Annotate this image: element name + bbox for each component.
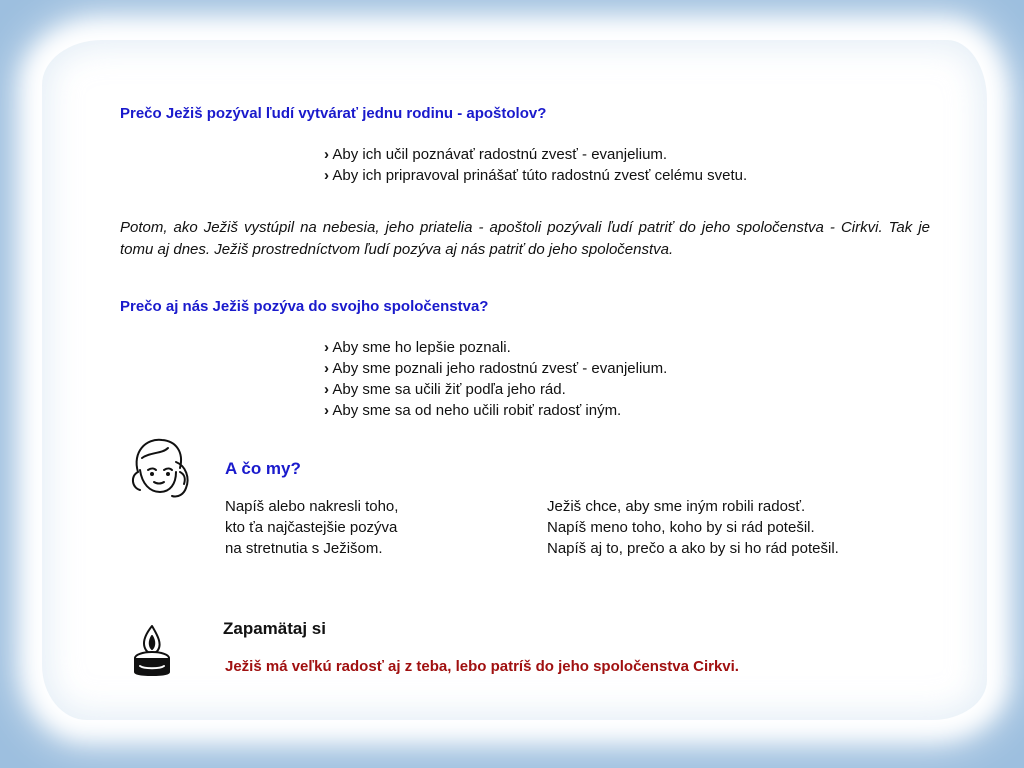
thinking-girl-icon — [124, 432, 196, 502]
task-line: na stretnutia s Ježišom. — [225, 540, 383, 557]
intro-paragraph: Potom, ako Ježiš vystúpil na nebesia, jeho priatelia - apoštoli pozývali ľudí patriť do jeho spoločenstva - Cirkvi. Tak je tomu aj dnes. Ježiš prostredníctvom ľudí pozýva aj nás patriť do jeho spoločenstva. — [120, 219, 930, 258]
list-item: › Aby sme sa od neho učili robiť radosť iným. — [324, 402, 622, 419]
answers-apostles — [324, 144, 747, 186]
task-right-column — [547, 496, 839, 559]
bullet-marker: › — [324, 381, 329, 398]
bullet-marker: › — [324, 339, 329, 356]
task-heading: A čo my? — [225, 459, 301, 478]
task-line: Ježiš chce, aby sme iným robili radosť. — [547, 498, 806, 515]
remember-heading: Zapamätaj si — [223, 619, 326, 638]
task-line: Napíš alebo nakresli toho, — [225, 498, 399, 515]
task-line: kto ťa najčastejšie pozýva — [225, 519, 398, 536]
task-line: Napíš meno toho, koho by si rád potešil. — [547, 519, 815, 536]
task-left-column — [225, 496, 398, 559]
question-community: Prečo aj nás Ježiš pozýva do svojho spoločenstva? — [120, 298, 489, 315]
list-item: › Aby sme poznali jeho radostnú zvesť - evanjelium. — [324, 360, 668, 377]
task-line: Napíš aj to, prečo a ako by si ho rád potešil. — [547, 540, 839, 557]
list-item: › Aby sme ho lepšie poznali. — [324, 339, 511, 356]
question-apostles: Prečo Ježiš pozýval ľudí vytvárať jednu rodinu - apoštolov? — [120, 105, 547, 122]
bullet-marker: › — [324, 146, 329, 163]
bullet-marker: › — [324, 167, 329, 184]
list-item: › Aby ich učil poznávať radostnú zvesť - evanjelium. — [324, 146, 668, 163]
answers-community — [324, 337, 667, 421]
list-item: › Aby sme sa učili žiť podľa jeho rád. — [324, 381, 566, 398]
list-item: › Aby ich pripravoval prinášať túto radostnú zvesť celému svetu. — [324, 167, 748, 184]
candle-icon — [130, 622, 174, 682]
bullet-marker: › — [324, 360, 329, 377]
bullet-marker: › — [324, 402, 329, 419]
remember-text: Ježiš má veľkú radosť aj z teba, lebo patríš do jeho spoločenstva Cirkvi. — [225, 658, 739, 675]
